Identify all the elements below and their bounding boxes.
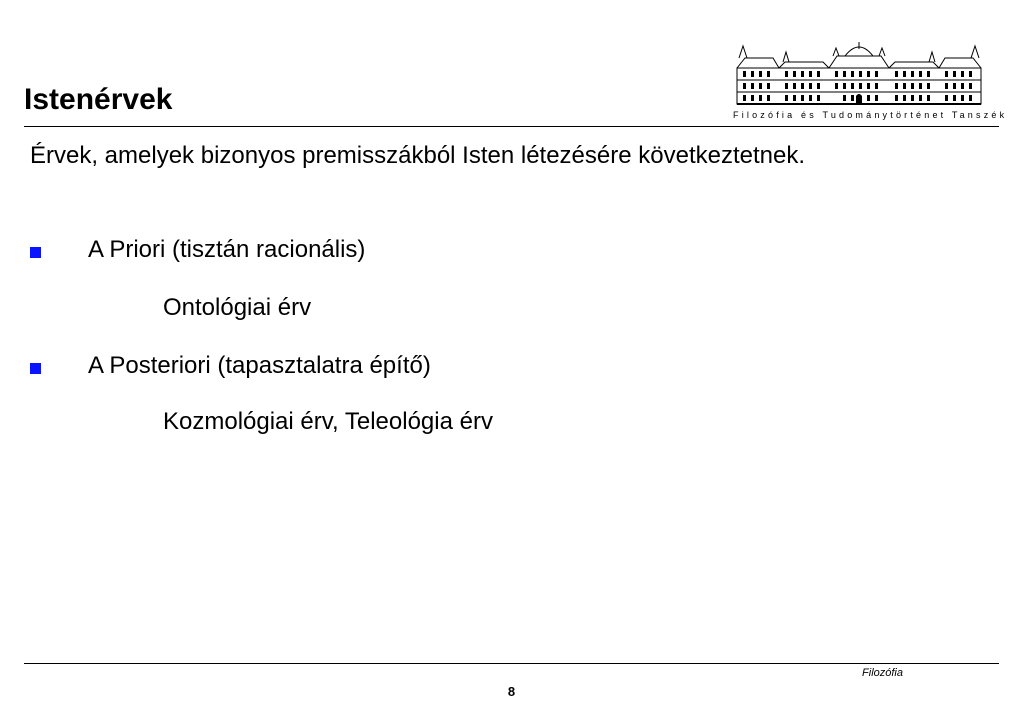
bullet-label: A Priori (tisztán racionális) xyxy=(88,236,366,263)
sub-item-ontological: Ontológiai érv xyxy=(163,294,312,321)
footer-divider xyxy=(24,663,999,664)
square-bullet-icon xyxy=(30,247,41,258)
title-divider xyxy=(24,126,999,127)
intro-paragraph: Érvek, amelyek bizonyos premisszákból Isten létezésére következtetnek. xyxy=(30,142,806,169)
slide-title: Istenérvek xyxy=(24,83,173,116)
sub-item-cosmological: Kozmológiai érv, Teleológia érv xyxy=(163,408,493,435)
footer-label: Filozófia xyxy=(862,667,903,679)
square-bullet-icon xyxy=(30,363,41,374)
logo-caption: Filozófia és Tudománytörténet Tanszék xyxy=(733,110,1008,120)
page-number: 8 xyxy=(507,684,516,699)
university-building-icon xyxy=(733,40,985,108)
department-logo xyxy=(733,40,1008,128)
bullet-label: A Posteriori (tapasztalatra építő) xyxy=(88,352,431,379)
